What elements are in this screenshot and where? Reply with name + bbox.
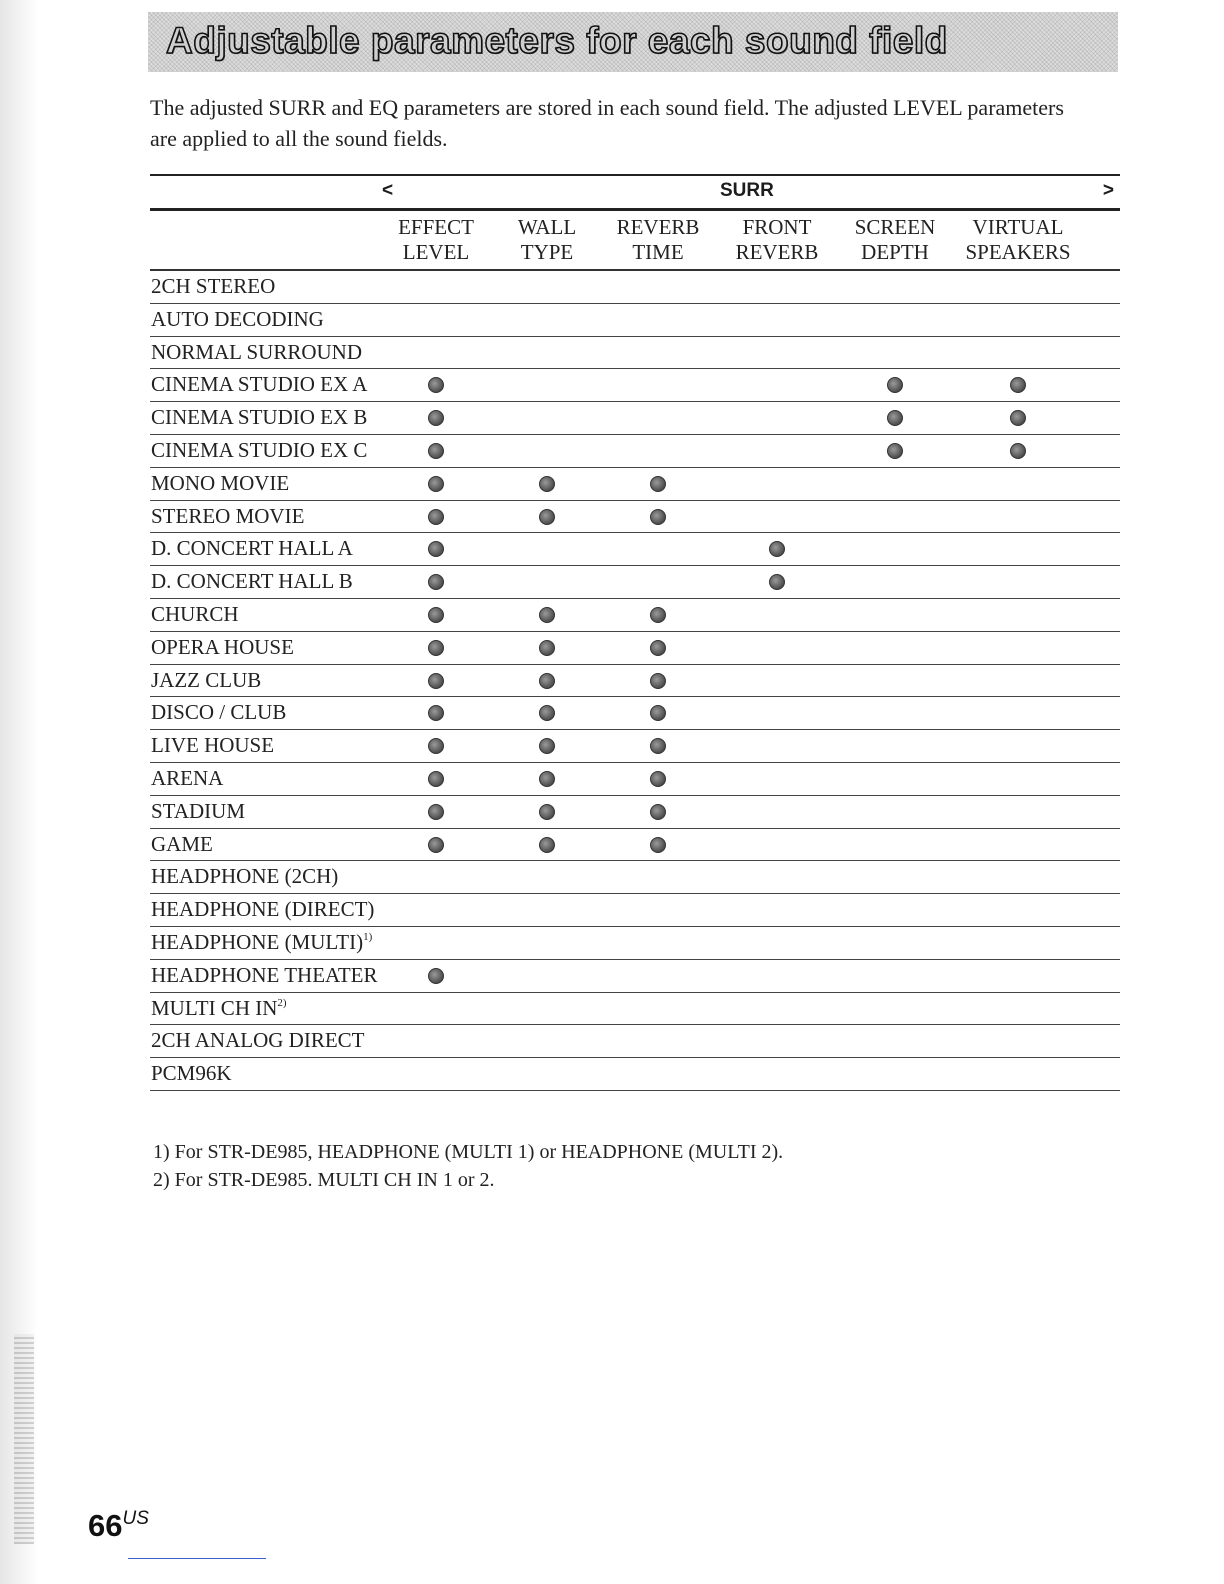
sound-field-name: HEADPHONE (2CH) — [151, 864, 339, 889]
footnote-ref: 2) — [277, 996, 287, 1009]
table-row — [150, 697, 1120, 730]
adjustable-dot-icon — [650, 771, 666, 787]
page-number-value: 66 — [88, 1508, 123, 1543]
page-title: Adjustable parameters for each sound field — [166, 20, 948, 61]
footnote-ref: 1) — [363, 930, 373, 943]
table-row — [150, 468, 1120, 501]
sound-field-label — [151, 1028, 365, 1053]
parameters-table — [150, 174, 1120, 1091]
adjustable-dot-icon — [428, 640, 444, 656]
adjustable-dot-icon — [887, 410, 903, 426]
sound-field-name: OPERA HOUSE — [151, 634, 294, 659]
adjustable-dot-icon — [428, 804, 444, 820]
adjustable-dot-icon — [539, 673, 555, 689]
table-row — [150, 632, 1120, 665]
adjustable-dot-icon — [428, 574, 444, 590]
adjustable-dot-icon — [428, 738, 444, 754]
table-row — [150, 894, 1120, 927]
table-row — [150, 599, 1120, 632]
sound-field-name: 2CH STEREO — [151, 274, 276, 298]
adjustable-dot-icon — [1010, 377, 1026, 393]
table-row — [150, 993, 1120, 1026]
sound-field-name: D. CONCERT HALL B — [151, 569, 353, 594]
adjustable-dot-icon — [1010, 443, 1026, 459]
sound-field-label — [151, 668, 261, 693]
table-row — [150, 533, 1120, 566]
sound-field-label — [151, 569, 353, 594]
sound-field-label — [151, 832, 213, 857]
adjustable-dot-icon — [650, 738, 666, 754]
adjustable-dot-icon — [539, 705, 555, 721]
table-row — [150, 763, 1120, 796]
adjustable-dot-icon — [539, 509, 555, 525]
sound-field-name: PCM96K — [151, 1061, 232, 1086]
title-banner — [148, 12, 1118, 72]
sound-field-label — [151, 340, 362, 365]
sound-field-name: CHURCH — [151, 601, 239, 626]
sound-field-label — [151, 1061, 232, 1086]
sound-field-label — [151, 700, 286, 725]
table-row — [150, 304, 1120, 337]
sound-field-name: MULTI CH IN — [151, 995, 278, 1020]
table-row — [150, 829, 1120, 862]
bottom-rule — [128, 1558, 266, 1559]
column-headers — [150, 211, 1120, 271]
adjustable-dot-icon — [769, 574, 785, 590]
table-row — [150, 1025, 1120, 1058]
sound-field-name: HEADPHONE (DIRECT) — [151, 897, 375, 922]
sound-field-label — [151, 274, 275, 299]
sound-field-name: LIVE HOUSE — [151, 733, 275, 758]
sound-field-name: HEADPHONE (MULTI) — [151, 929, 364, 954]
adjustable-dot-icon — [539, 738, 555, 754]
sound-field-name: D. CONCERT HALL A — [151, 536, 353, 561]
adjustable-dot-icon — [428, 541, 444, 557]
scan-edge-shadow — [0, 0, 38, 1584]
sound-field-label — [151, 897, 374, 922]
table-row — [150, 435, 1120, 468]
sound-field-name: 2CH ANALOG DIRECT — [151, 1028, 365, 1053]
adjustable-dot-icon — [539, 771, 555, 787]
adjustable-dot-icon — [650, 673, 666, 689]
sound-field-label — [151, 405, 367, 430]
page-number-suffix: US — [122, 1508, 149, 1529]
intro-paragraph: The adjusted SURR and EQ parameters are stored in each sound field. The adjusted LEVEL parameters are applied to all the sound fields. — [150, 95, 1064, 151]
adjustable-dot-icon — [539, 804, 555, 820]
sound-field-label — [151, 766, 223, 791]
table-row — [150, 337, 1120, 370]
adjustable-dot-icon — [428, 968, 444, 984]
adjustable-dot-icon — [650, 804, 666, 820]
table-row — [150, 566, 1120, 599]
sound-field-label — [151, 799, 245, 824]
sound-field-label — [151, 930, 372, 955]
table-row — [150, 960, 1120, 993]
table-row — [150, 861, 1120, 894]
adjustable-dot-icon — [539, 640, 555, 656]
adjustable-dot-icon — [428, 377, 444, 393]
sound-field-label — [151, 733, 274, 758]
footnote-1: 1) For STR-DE985, HEADPHONE (MULTI 1) or HEADPHONE (MULTI 2). — [153, 1141, 784, 1163]
surr-group-label: SURR — [720, 180, 774, 201]
adjustable-dot-icon — [650, 607, 666, 623]
footnotes — [153, 1138, 783, 1194]
adjustable-dot-icon — [428, 705, 444, 721]
adjustable-dot-icon — [650, 640, 666, 656]
column-header: FRONT REVERB — [735, 215, 819, 264]
page-number — [88, 1508, 149, 1544]
sound-field-name: CINEMA STUDIO EX A — [151, 372, 368, 397]
sound-field-name: STADIUM — [151, 798, 245, 823]
adjustable-dot-icon — [428, 410, 444, 426]
sound-field-label — [151, 438, 367, 463]
footnote-2: 2) For STR-DE985. MULTI CH IN 1 or 2. — [153, 1169, 495, 1191]
sound-field-label — [151, 963, 378, 988]
sound-field-name: MONO MOVIE — [151, 470, 290, 495]
surr-left-arrow: < — [382, 180, 394, 201]
sound-field-label — [151, 372, 367, 397]
sound-field-name: ARENA — [151, 765, 224, 790]
table-row — [150, 402, 1120, 435]
table-row — [150, 927, 1120, 960]
adjustable-dot-icon — [539, 837, 555, 853]
table-row — [150, 1058, 1120, 1091]
table-row — [150, 665, 1120, 698]
sound-field-label — [151, 307, 324, 332]
sound-field-label — [151, 864, 338, 889]
adjustable-dot-icon — [650, 509, 666, 525]
adjustable-dot-icon — [428, 509, 444, 525]
column-header: WALL TYPE — [517, 215, 577, 264]
column-header: VIRTUAL SPEAKERS — [965, 215, 1071, 264]
column-header: EFFECT LEVEL — [398, 215, 474, 264]
adjustable-dot-icon — [428, 607, 444, 623]
surr-right-arrow: > — [1102, 180, 1114, 201]
sound-field-name: CINEMA STUDIO EX B — [151, 405, 368, 430]
table-row — [150, 369, 1120, 402]
adjustable-dot-icon — [428, 673, 444, 689]
table-row — [150, 796, 1120, 829]
sound-field-name: CINEMA STUDIO EX C — [151, 437, 368, 462]
adjustable-dot-icon — [650, 837, 666, 853]
sound-field-label — [151, 635, 294, 660]
adjustable-dot-icon — [539, 476, 555, 492]
surr-group-header — [150, 174, 1120, 211]
adjustable-dot-icon — [887, 443, 903, 459]
sound-field-label — [151, 504, 304, 529]
table-row — [150, 501, 1120, 534]
sound-field-name: JAZZ CLUB — [151, 667, 262, 692]
table-row — [150, 730, 1120, 763]
sound-field-label — [151, 996, 287, 1021]
column-header: SCREEN DEPTH — [854, 215, 936, 264]
adjustable-dot-icon — [1010, 410, 1026, 426]
adjustable-dot-icon — [887, 377, 903, 393]
sound-field-name: GAME — [151, 831, 213, 856]
column-header: REVERB TIME — [616, 215, 700, 264]
sound-field-name: DISCO / CLUB — [151, 700, 287, 725]
sound-field-name: HEADPHONE THEATER — [151, 962, 378, 987]
adjustable-dot-icon — [428, 443, 444, 459]
adjustable-dot-icon — [650, 476, 666, 492]
adjustable-dot-icon — [650, 705, 666, 721]
sound-field-label — [151, 471, 289, 496]
sound-field-name: AUTO DECODING — [151, 306, 324, 331]
adjustable-dot-icon — [769, 541, 785, 557]
sound-field-label — [151, 602, 239, 627]
sound-field-label — [151, 536, 353, 561]
sound-field-name: NORMAL SURROUND — [151, 339, 362, 364]
adjustable-dot-icon — [539, 607, 555, 623]
sound-field-name: STEREO MOVIE — [151, 503, 305, 528]
adjustable-dot-icon — [428, 771, 444, 787]
adjustable-dot-icon — [428, 837, 444, 853]
table-row — [150, 271, 1120, 304]
table-body — [150, 271, 1120, 1091]
adjustable-dot-icon — [428, 476, 444, 492]
